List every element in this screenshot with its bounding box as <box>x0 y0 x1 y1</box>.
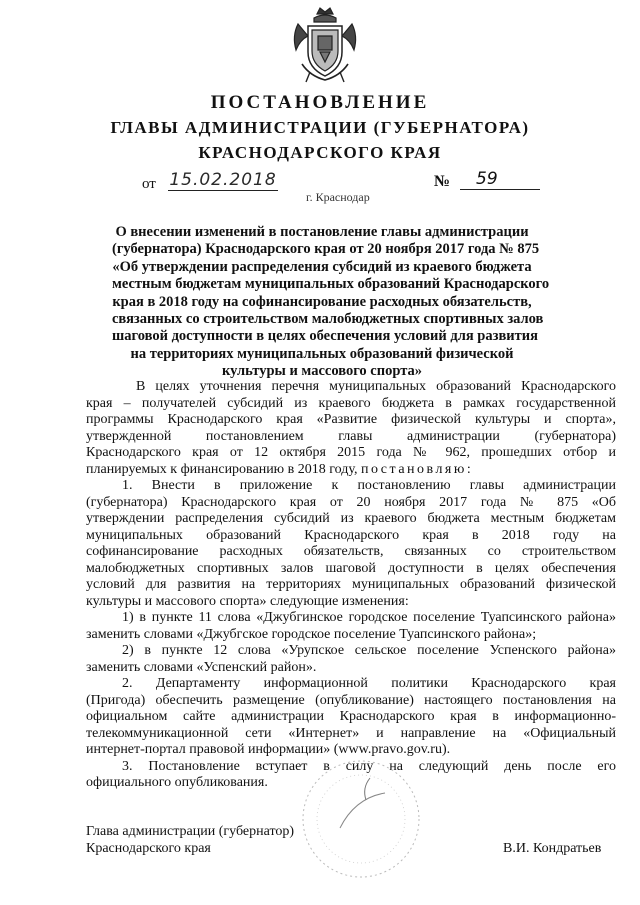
signatory-position <box>86 823 294 857</box>
preamble-last-line <box>86 462 616 479</box>
subject-line: культуры и массового спорта» <box>221 363 423 380</box>
subject-line: «Об утверждении распределения субсидий из краевого бюджета <box>112 258 532 275</box>
item-2-line: интернет-портал правовой информации» (www.pravo.gov.ru). <box>86 742 451 757</box>
number-handwritten: 59 <box>460 169 540 190</box>
subject-line: местным бюджетам муниципальных образований Краснодарского <box>112 276 550 293</box>
signatory-name: В.И. Кондратьев <box>503 841 602 856</box>
subject-line: О внесении изменений в постановление главы администрации <box>115 224 529 240</box>
subject-line: края в 2018 году на софинансирование расходных обязательств, <box>112 293 532 310</box>
preamble-line: программы Краснодарского края «Развитие физической культуры и спорта», <box>86 412 616 427</box>
document-body <box>86 379 616 792</box>
item-1-line: софинансирование расходных обязательств, связанных со строительством <box>86 544 616 559</box>
date-handwritten: 15.02.2018 <box>169 170 277 190</box>
number-prefix: № <box>434 173 451 190</box>
item-1-line: 1. Внести в приложение к постановлению главы администрации <box>122 478 616 493</box>
preamble-line: утвержденной постановлением главы администрации (губернатора) <box>86 428 616 444</box>
item-1-line: муниципальных образований Краснодарского края в 2018 году на <box>86 527 616 543</box>
document-title: ПОСТАНОВЛЕНИЕ <box>210 92 430 113</box>
preamble-line: В целях уточнения перечня муниципальных образований Краснодарского <box>136 379 616 394</box>
item-1-line: культуры и массового спорта» следующие изменения: <box>86 593 409 609</box>
subject-line: на территориях муниципальных образований физической <box>130 345 514 362</box>
subject-heading <box>112 224 550 381</box>
date-prefix: от <box>142 176 156 192</box>
issuer-line-2: КРАСНОДАРСКОГО КРАЯ <box>198 143 442 162</box>
item-2-line: телекоммуникационной сети «Интернет» и направление на «Официальный <box>86 725 616 741</box>
preamble-line: Краснодарского края от 12 октября 2015 года № 962, прошедших отбор и <box>86 445 616 460</box>
date-number-line <box>0 169 640 204</box>
item-1-1-line: 1) в пункте 11 слова «Джубгинское городское поселение Туапсинского района» <box>122 610 616 625</box>
item-1-line: условий для развития на территориях муниципальных образований физической <box>86 577 616 592</box>
subject-line: связанных со строительством малобюджетных спортивных залов <box>112 311 544 328</box>
resolve-word: постановляю: <box>360 461 474 477</box>
subject-line: шаговой доступности в целях обеспечения условий для развития <box>112 328 538 345</box>
item-1-2-line: 2) в пункте 12 слова «Урупское сельское поселение Успенского района» <box>122 643 616 658</box>
item-3-line: 3. Постановление вступает в силу на следующий день после его <box>122 758 616 774</box>
issuer-line-1: ГЛАВЫ АДМИНИСТРАЦИИ (ГУБЕРНАТОРА) <box>110 118 530 137</box>
preamble-line: планируемых к финансированию в 2018 году, <box>86 461 358 477</box>
item-1-2-line: заменить словами «Успенский район». <box>86 659 317 675</box>
official-seal-icon <box>300 758 422 880</box>
item-1-line: малобюджетных спортивных залов шаговой доступности в целях обеспечения <box>86 560 616 576</box>
preamble-line: края – получателей субсидий из краевого бюджета в рамках государственной <box>86 395 616 411</box>
item-3-line: официального опубликования. <box>86 775 268 790</box>
item-2-line: 2. Департаменту информационной политики Краснодарского края <box>122 676 616 691</box>
position-line-2: Краснодарского края <box>86 841 211 856</box>
city-label: г. Краснодар <box>306 190 370 204</box>
subject-line: (губернатора) Краснодарского края от 20 ноября 2017 года № 875 <box>112 241 540 258</box>
coat-of-arms-icon <box>290 6 360 84</box>
item-2-line: (Пригода) обеспечить размещение (опубликование) настоящего постановления на <box>86 692 616 708</box>
item-1-line: (губернатора) Краснодарского края от 20 ноября 2017 года № 875 «Об <box>86 494 616 510</box>
position-line-1: Глава администрации (губернатор) <box>86 824 295 839</box>
item-1-line: утверждении распределения субсидий из краевого бюджета местным бюджетам <box>86 511 616 526</box>
item-2-line: официальном сайте администрации Краснодарского края в информационно- <box>86 709 616 724</box>
item-1-1-line: заменить словами «Джубгское городское поселение Туапсинского района»; <box>86 626 537 642</box>
